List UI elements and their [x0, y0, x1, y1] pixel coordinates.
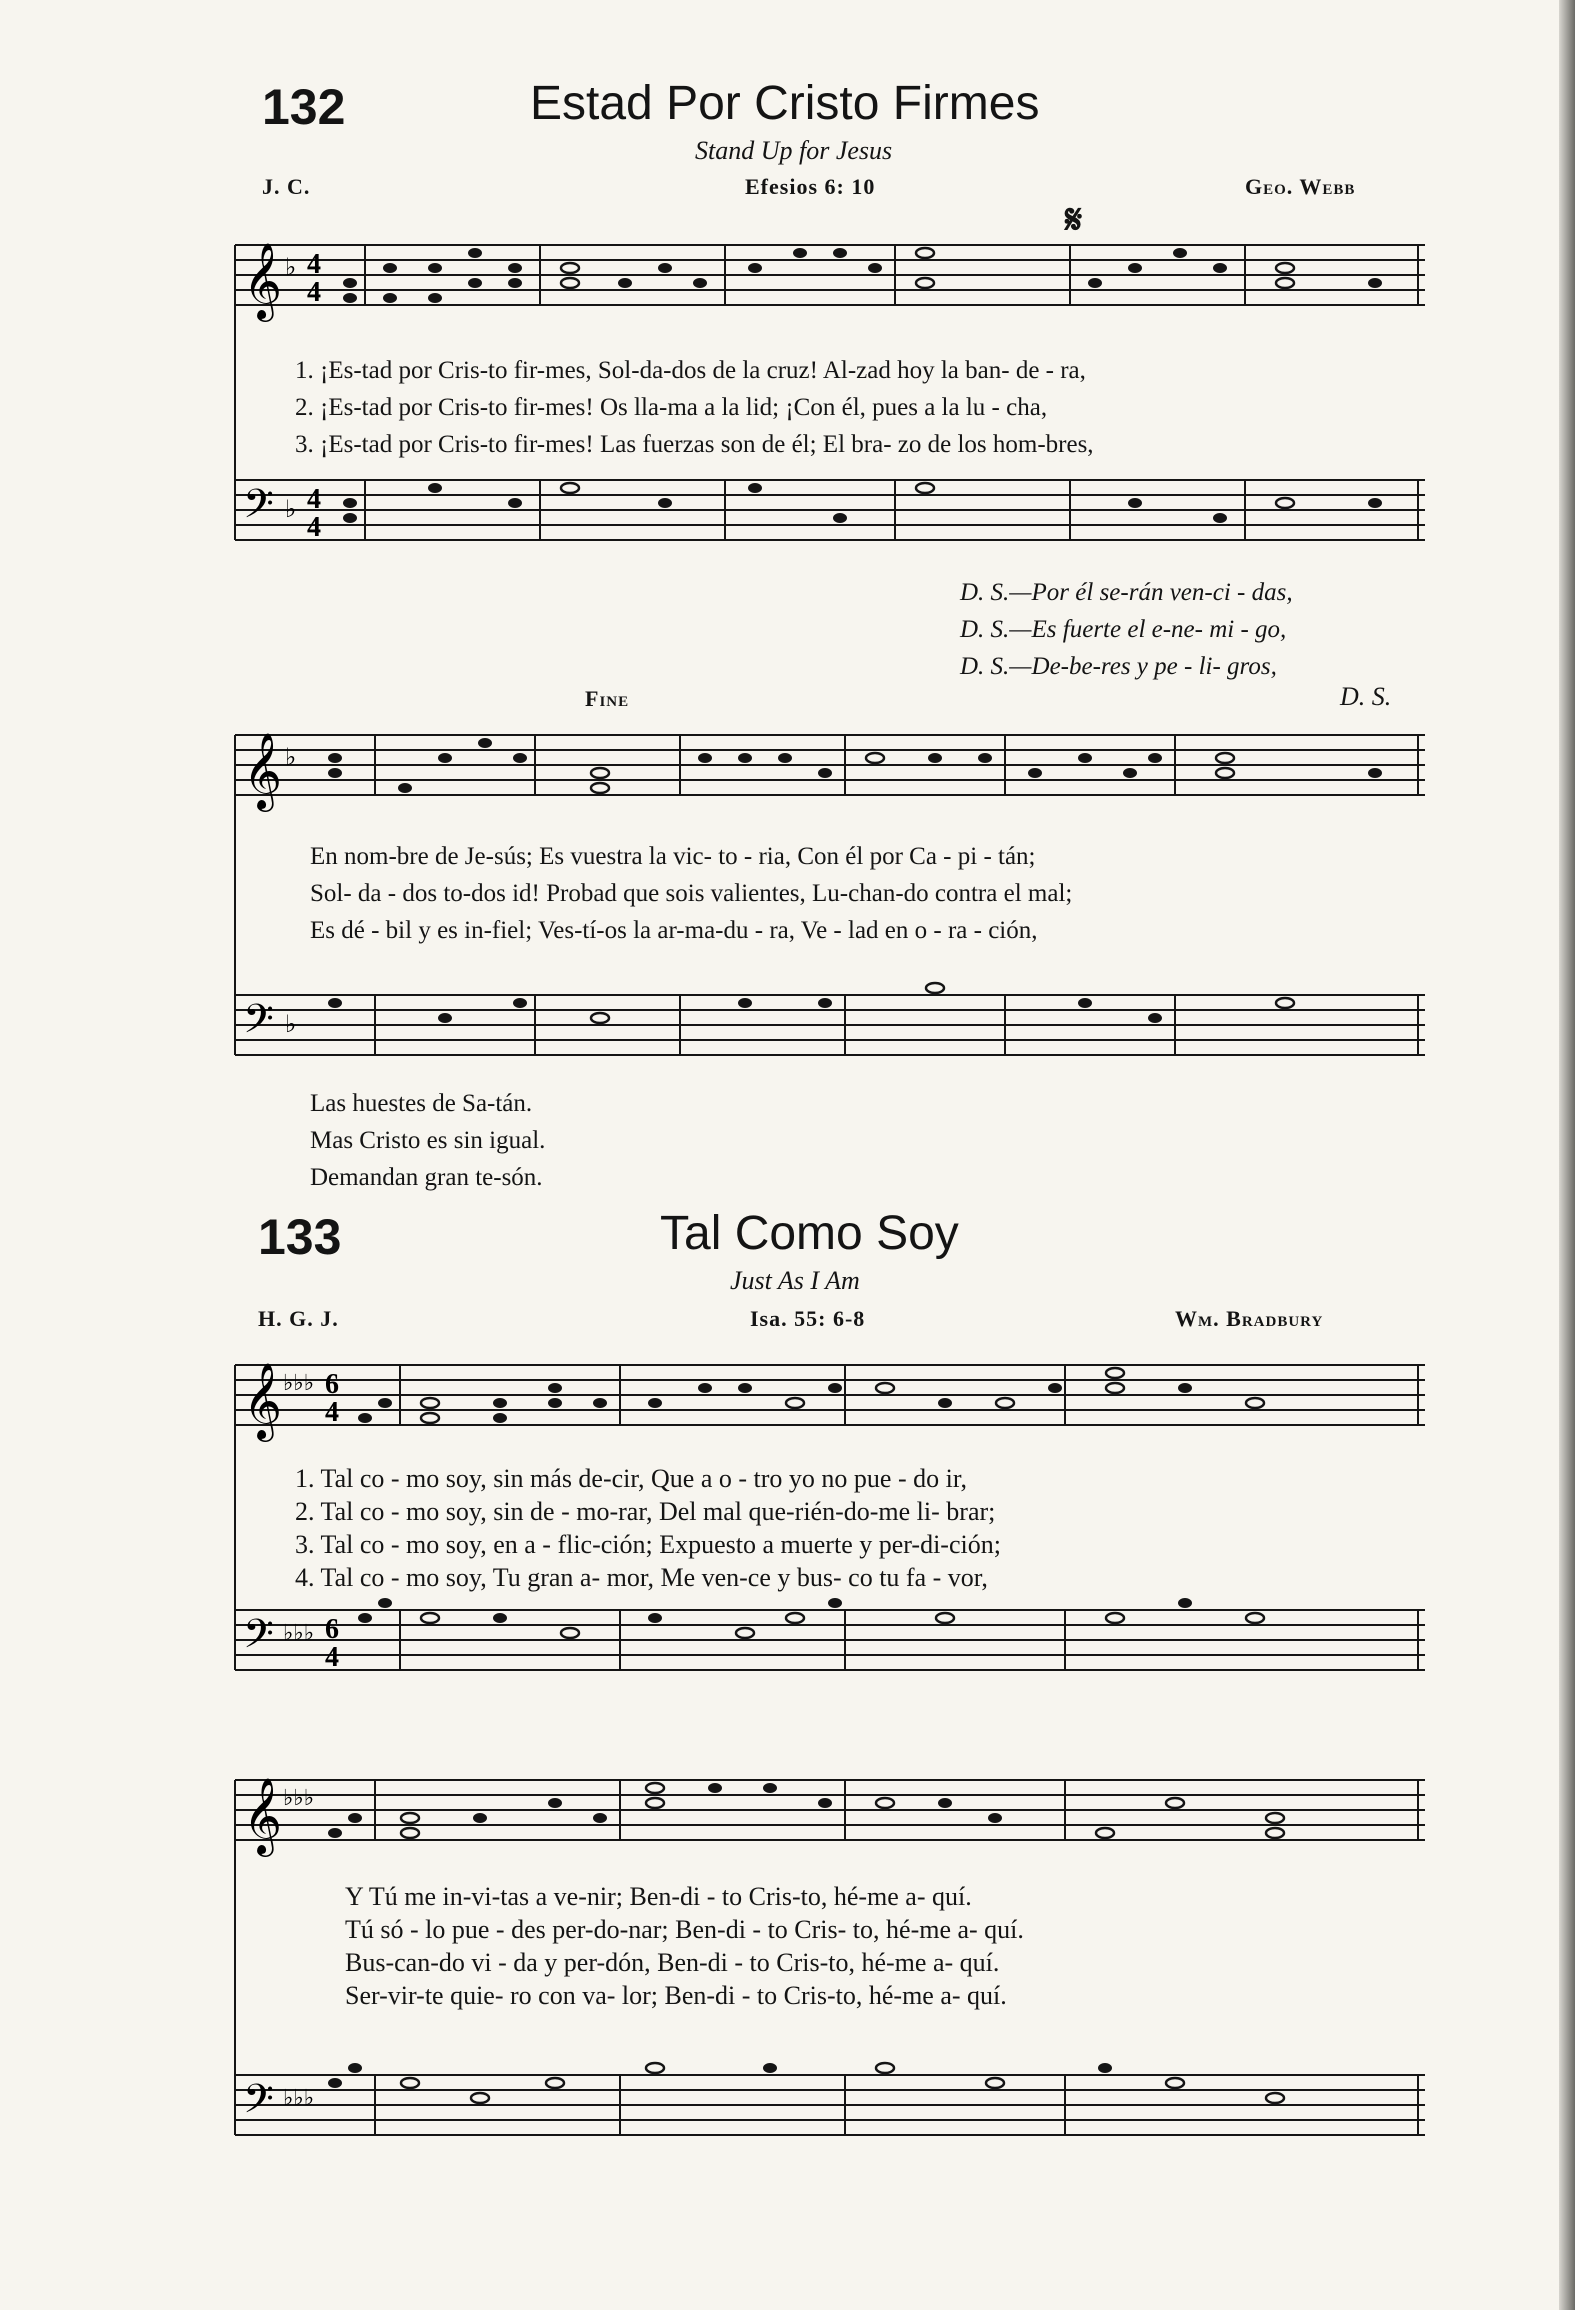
svg-text:𝄞: 𝄞	[243, 1777, 283, 1854]
closing-line: Mas Cristo es sin igual.	[310, 1127, 546, 1154]
verse-line: Es dé - bil y es in-fiel; Ves-tí-os la ar-ma-du - ra, Ve - lad en o - ra - ción,	[310, 917, 1038, 944]
svg-text:𝄢: 𝄢	[243, 996, 274, 1052]
closing-line: Demandan gran te-són.	[310, 1164, 543, 1191]
svg-text:4: 4	[307, 277, 321, 308]
closing-line: Las huestes de Sa-tán.	[310, 1090, 533, 1117]
verse-line: Sol- da - dos to-dos id! Probad que sois valientes, Lu-chan-do contra el mal;	[310, 880, 1073, 907]
verse-line: 3. ¡Es-tad por Cris-to fir-mes! Las fuerzas son de él; El bra- zo de los hom-bres,	[295, 431, 1094, 458]
hymn-133-author: H. G. J.	[258, 1306, 339, 1331]
hymn-132-ds-lines	[960, 574, 1293, 685]
verse-line: Tú só - lo pue - des per-do-nar; Ben-di - to Cris- to, hé-me a- quí.	[345, 1915, 1024, 1944]
hymn-133-verses-line2	[345, 1880, 1024, 2012]
hymn-132-verses-line2	[310, 838, 1072, 949]
svg-text:♭: ♭	[285, 497, 297, 523]
fine-mark: Fine	[585, 686, 630, 711]
hymn-132-subtitle: Stand Up for Jesus	[695, 136, 893, 165]
bass-staff	[235, 480, 1425, 540]
verse-line: Bus-can-do vi - da y per-dón, Ben-di - to Cris-to, hé-me a- quí.	[345, 1948, 1000, 1977]
verse-line: 3. Tal co - mo soy, en a - flic-ción; Expuesto a muerte y per-di-ción;	[295, 1530, 1001, 1559]
ds-line: D. S.—Es fuerte el e-ne- mi - go,	[960, 616, 1287, 643]
svg-text:4: 4	[325, 1397, 339, 1428]
verse-line: Y Tú me in-vi-tas a ve-nir; Ben-di - to Cris-to, hé-me a- quí.	[345, 1882, 972, 1911]
svg-text:♭♭♭: ♭♭♭	[283, 1370, 315, 1395]
verse-line: 1. Tal co - mo soy, sin más de-cir, Que a o - tro yo no pue - do ir,	[295, 1464, 967, 1493]
svg-text:𝄞: 𝄞	[243, 732, 283, 809]
hymn-132-author: J. C.	[262, 174, 311, 199]
svg-text:♭: ♭	[285, 255, 297, 281]
hymn-133-verses-line1	[295, 1462, 1001, 1594]
hymn-133-scripture: Isa. 55: 6-8	[750, 1306, 866, 1331]
segno-icon: 𝄋	[1065, 197, 1083, 242]
ds-line: D. S.—De-be-res y pe - li- gros,	[960, 653, 1277, 680]
svg-text:4: 4	[307, 249, 321, 280]
bass-clef-icon: 𝄢	[243, 481, 274, 537]
hymn-133-subtitle: Just As I Am	[730, 1266, 860, 1295]
svg-text:♭♭♭: ♭♭♭	[283, 1620, 315, 1645]
svg-text:𝄢: 𝄢	[243, 2076, 274, 2132]
hymn-132-verses-line1	[295, 352, 1094, 463]
hymn-132-scripture: Efesios 6: 10	[745, 174, 876, 199]
verse-line: 1. ¡Es-tad por Cris-to fir-mes, Sol-da-dos de la cruz! Al-zad hoy la ban- de - ra,	[295, 357, 1086, 384]
ds-line: D. S.—Por él se-rán ven-ci - das,	[960, 579, 1293, 606]
svg-text:♭: ♭	[285, 745, 297, 771]
svg-text:6: 6	[325, 1614, 339, 1645]
svg-text:♭♭♭: ♭♭♭	[283, 1785, 315, 1810]
verse-line: En nom-bre de Je-sús; Es vuestra la vic- to - ria, Con él por Ca - pi - tán;	[310, 843, 1036, 870]
svg-text:♭♭♭: ♭♭♭	[283, 2085, 315, 2110]
hymn-132-closing	[310, 1085, 545, 1196]
svg-text:𝄢: 𝄢	[243, 1611, 274, 1667]
verse-line: 2. ¡Es-tad por Cris-to fir-mes! Os lla-ma a la lid; ¡Con él, pues a la lu - cha,	[295, 394, 1048, 421]
svg-text:4: 4	[307, 484, 321, 515]
hymn-132-title: Estad Por Cristo Firmes	[530, 77, 1040, 130]
hymn-132-composer: Geo. Webb	[1245, 174, 1356, 199]
hymn-133-composer: Wm. Bradbury	[1175, 1306, 1324, 1331]
ds-mark: D. S.	[1340, 682, 1392, 711]
svg-text:4: 4	[307, 512, 321, 543]
treble-clef-icon: 𝄞	[243, 242, 283, 319]
hymn-132-number: 132	[262, 79, 346, 135]
hymn-133-title: Tal Como Soy	[660, 1207, 959, 1260]
svg-text:♭: ♭	[285, 1012, 297, 1038]
hymn-133-number: 133	[258, 1209, 342, 1265]
svg-text:𝄞: 𝄞	[243, 1362, 283, 1439]
svg-text:4: 4	[325, 1642, 339, 1673]
verse-line: 2. Tal co - mo soy, sin de - mo-rar, Del mal que-rién-do-me li- brar;	[295, 1497, 996, 1526]
svg-text:6: 6	[325, 1369, 339, 1400]
verse-line: 4. Tal co - mo soy, Tu gran a- mor, Me ven-ce y bus- co tu fa - vor,	[295, 1563, 988, 1592]
treble-staff	[235, 245, 1425, 305]
page-edge-shadow	[1559, 0, 1575, 2310]
verse-line: Ser-vir-te quie- ro con va- lor; Ben-di - to Cris-to, hé-me a- quí.	[345, 1981, 1007, 2010]
